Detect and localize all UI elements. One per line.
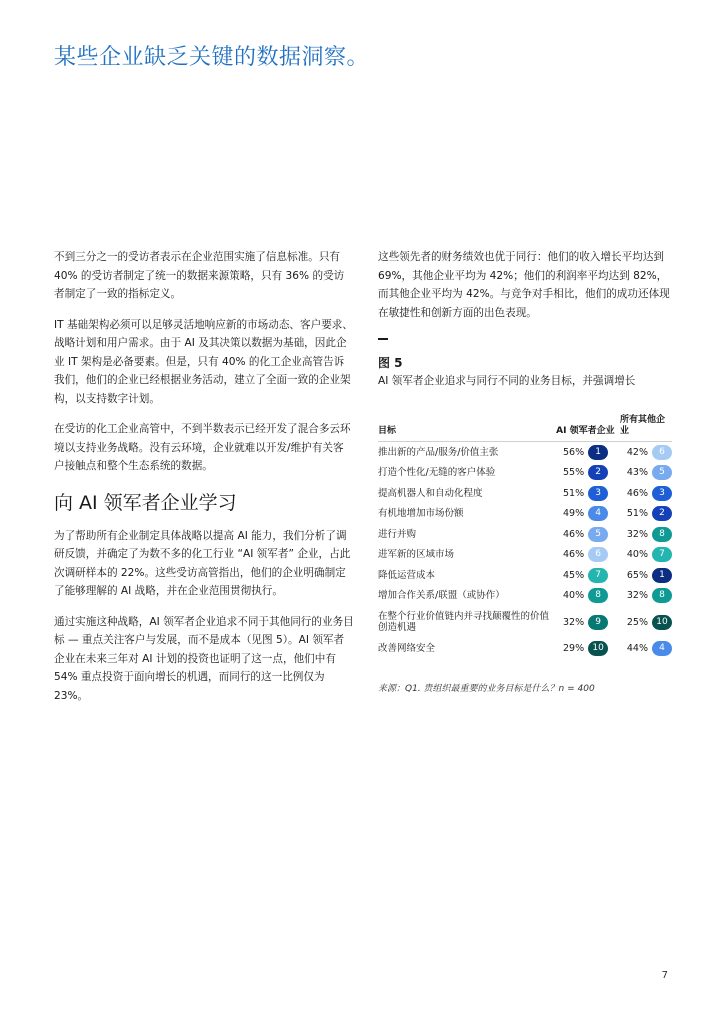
others-rank-badge: 4 (652, 641, 672, 656)
others-cell (620, 442, 672, 463)
table-row (378, 606, 672, 638)
others-percent: 65% (626, 569, 648, 581)
leaders-cell (556, 638, 620, 659)
table-row (378, 483, 672, 504)
others-cell (620, 483, 672, 504)
leaders-percent: 49% (563, 508, 585, 520)
page-number: 7 (661, 970, 668, 981)
body-paragraph: 这些领先者的财务绩效也优于同行：他们的收入增长平均达到 69%，其他企业平均为 42%；他们的利润率平均达到 82%，而其他企业平均为 42%。与竞争对手相比，他们的成功还体现在敏捷性和创新方面的出色表现。 (378, 251, 670, 319)
leaders-percent: 40% (563, 590, 585, 602)
leaders-percent: 51% (563, 487, 585, 499)
goal-label: 提高机器人和自动化程度 (378, 487, 483, 499)
left-column (54, 248, 354, 717)
body-paragraph: 为了帮助所有企业制定具体战略以提高 AI 能力，我们分析了调研反馈，并确定了为数不多的化工行业 “AI 领军者” 企业，占此次调研样本的 22%。这些受访高管指出，他们的企业明确制定了能够理解的 AI 战略，并在企业范围贯彻执行。 (54, 529, 351, 597)
column-header-leaders: AI 领军者企业 (556, 415, 620, 442)
others-percent: 40% (626, 549, 648, 561)
others-rank-badge: 8 (652, 588, 672, 603)
others-cell (620, 463, 672, 484)
others-percent: 25% (626, 616, 648, 628)
leaders-rank-badge: 3 (588, 486, 608, 501)
others-rank-badge: 2 (652, 506, 672, 521)
right-column (378, 248, 674, 694)
leaders-cell (556, 606, 620, 638)
others-rank-badge: 1 (652, 568, 672, 583)
leaders-rank-badge: 7 (588, 568, 608, 583)
others-rank-badge: 7 (652, 547, 672, 562)
others-percent: 51% (626, 508, 648, 520)
others-cell (620, 638, 672, 659)
others-rank-badge: 3 (652, 486, 672, 501)
goal-label: 有机地增加市场份额 (378, 508, 464, 520)
leaders-cell (556, 524, 620, 545)
leaders-cell (556, 463, 620, 484)
leaders-cell (556, 483, 620, 504)
goal-label: 改善网络安全 (378, 642, 436, 654)
leaders-percent: 56% (563, 446, 585, 458)
leaders-cell (556, 586, 620, 607)
others-cell (620, 504, 672, 525)
table-row (378, 524, 672, 545)
figure-caption: AI 领军者企业追求与同行不同的业务目标，并强调增长 (378, 375, 636, 387)
leaders-percent: 32% (563, 616, 585, 628)
goal-label: 在整个行业价值链内并寻找颠覆性的价值创造机遇 (378, 611, 550, 633)
leaders-percent: 46% (563, 549, 585, 561)
figure-label: 图 5 (378, 356, 403, 370)
others-percent: 42% (626, 446, 648, 458)
others-percent: 46% (626, 487, 648, 499)
divider-dash (378, 338, 388, 340)
others-percent: 32% (626, 528, 648, 540)
body-paragraph: IT 基础架构必须可以足够灵活地响应新的市场动态、客户要求、战略计划和用户需求。由于 AI 及其决策以数据为基础，因此企业 IT 架构是必备要素。但是，只有 40% 的化工企业高管告诉我们，他们的企业已经根据业务活动，建立了全面一致的企业架构，以支持数字计划。 (54, 318, 353, 405)
table-row (378, 638, 672, 659)
leaders-rank-badge: 4 (588, 506, 608, 521)
leaders-rank-badge: 1 (588, 445, 608, 460)
leaders-percent: 29% (563, 642, 585, 654)
leaders-cell (556, 565, 620, 586)
leaders-rank-badge: 8 (588, 588, 608, 603)
table-row (378, 504, 672, 525)
section-heading: 向 AI 领军者企业学习 (54, 491, 237, 514)
table-row (378, 545, 672, 566)
body-paragraph: 在受访的化工企业高管中，不到半数表示已经开发了混合多云环境以支持业务战略。没有云环境，企业就难以开发/维护有关客户接触点和整个生态系统的数据。 (54, 423, 351, 472)
leaders-cell (556, 442, 620, 463)
leaders-rank-badge: 9 (588, 615, 608, 630)
goal-label: 降低运营成本 (378, 569, 436, 581)
others-cell (620, 565, 672, 586)
others-cell (620, 606, 672, 638)
goal-label: 打造个性化/无缝的客户体验 (378, 467, 496, 479)
goal-label: 进军新的区域市场 (378, 549, 455, 561)
leaders-rank-badge: 10 (588, 641, 608, 656)
leaders-cell (556, 545, 620, 566)
table-row (378, 463, 672, 484)
others-rank-badge: 5 (652, 465, 672, 480)
others-percent: 32% (626, 590, 648, 602)
column-header-others: 所有其他企业 (620, 415, 672, 442)
table-row (378, 565, 672, 586)
leaders-percent: 55% (563, 467, 585, 479)
source-note: 来源：Q1. 贵组织最重要的业务目标是什么？n = 400 (378, 683, 595, 694)
body-paragraph: 通过实施这种战略，AI 领军者企业追求不同于其他同行的业务目标 — 重点关注客户与发展，而不是成本（见图 5）。AI 领军者企业在未来三年对 AI 计划的投资也证明了这一点，他们中有 54% 重点投资于面向增长的机遇，而同行的这一比例仅为 23%。 (54, 615, 354, 702)
body-paragraph: 不到三分之一的受访者表示在企业范围实施了信息标准。只有 40% 的受访者制定了统一的数据来源策略，只有 36% 的受访者制定了一致的指标定义。 (54, 251, 345, 300)
leaders-percent: 45% (563, 569, 585, 581)
leaders-rank-badge: 5 (588, 527, 608, 542)
others-rank-badge: 10 (652, 615, 672, 630)
goal-label: 增加合作关系/联盟（或协作） (378, 590, 505, 602)
leaders-rank-badge: 6 (588, 547, 608, 562)
others-percent: 44% (626, 642, 648, 654)
leaders-cell (556, 504, 620, 525)
others-cell (620, 586, 672, 607)
others-cell (620, 524, 672, 545)
goal-label: 进行并购 (378, 528, 417, 540)
page-title: 某些企业缺乏关键的数据洞察。 (54, 45, 370, 70)
others-percent: 43% (626, 467, 648, 479)
leaders-rank-badge: 2 (588, 465, 608, 480)
others-rank-badge: 6 (652, 445, 672, 460)
others-cell (620, 545, 672, 566)
table-row (378, 586, 672, 607)
leaders-percent: 46% (563, 528, 585, 540)
table-row (378, 442, 672, 463)
goal-label: 推出新的产品/服务/价值主张 (378, 446, 499, 458)
column-header-goal: 目标 (378, 415, 556, 442)
others-rank-badge: 8 (652, 527, 672, 542)
goals-table (378, 415, 672, 659)
goals-table-body (378, 442, 672, 659)
